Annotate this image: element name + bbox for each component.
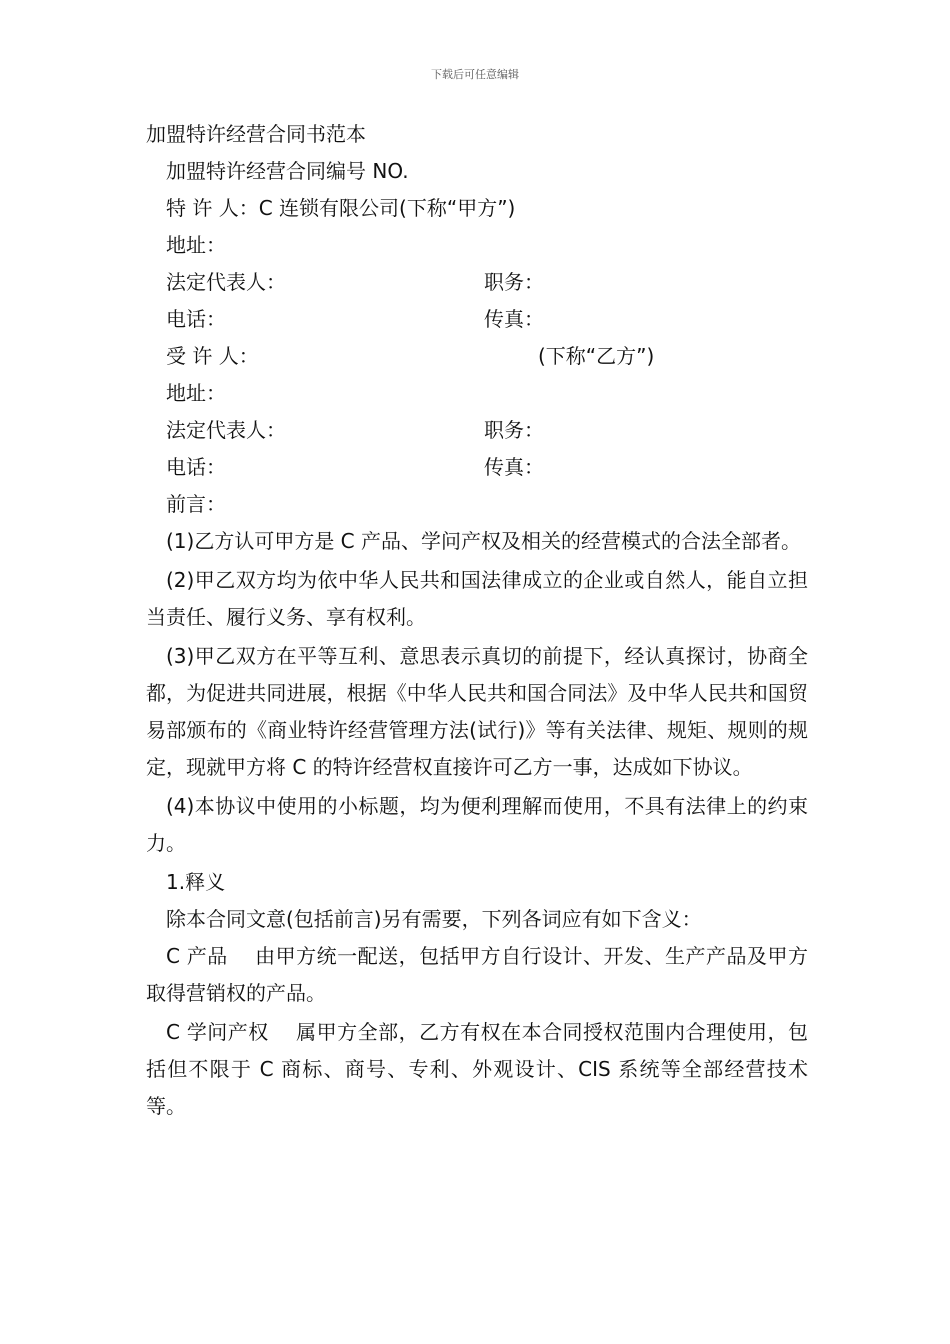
definition-c-product: C 产品 由甲方统一配送，包括甲方自行设计、开发、生产产品及甲方取得营销权的产品。: [146, 944, 808, 1005]
contract-document: [146, 116, 808, 1125]
franchisee-row: [146, 338, 808, 375]
franchisor-line: 特 许 人：C 连锁有限公司(下称“甲方”): [166, 196, 516, 220]
franchisee-rep-label: 法定代表人：: [166, 418, 286, 442]
document-title: 加盟特许经营合同书范本: [146, 122, 366, 146]
franchisor-fax-label: 传真：: [484, 307, 544, 331]
franchisee-rep-row: [146, 412, 808, 449]
definitions-intro: 除本合同文意(包括前言)另有需要，下列各词应有如下含义：: [166, 907, 702, 931]
preface-title: 前言：: [166, 492, 226, 516]
franchisee-fax-label: 传真：: [484, 455, 544, 479]
franchisee-phone-row: [146, 449, 808, 486]
franchisor-phone-label: 电话：: [166, 307, 226, 331]
franchisee-label: 受 许 人：: [166, 344, 259, 368]
franchisee-position-label: 职务：: [484, 418, 544, 442]
page-header-note: 下载后可任意编辑: [431, 68, 519, 81]
franchisee-alias: (下称“乙方”): [538, 344, 655, 368]
preface-paragraph-3: (3)甲乙双方在平等互利、意思表示真切的前提下，经认真探讨，协商全都，为促进共同进展，根据《中华人民共和国合同法》及中华人民共和国贸易部颁布的《商业特许经营管理方法(试行)》等有关法律、规矩、规则的规定，现就甲方将 C 的特许经营权直接许可乙方一事，达成如下协议。: [146, 644, 808, 779]
preface-paragraph-2: (2)甲乙双方均为依中华人民共和国法律成立的企业或自然人，能自立担当责任、履行义务、享有权利。: [146, 568, 808, 629]
franchisor-rep-row: [146, 264, 808, 301]
franchisee-phone-label: 电话：: [166, 455, 226, 479]
contract-number: 加盟特许经营合同编号 NO.: [166, 159, 409, 183]
franchisee-address: 地址：: [166, 381, 226, 405]
definition-c-ip: C 学问产权 属甲方全部，乙方有权在本合同授权范围内合理使用，包括但不限于 C 商标、商号、专利、外观设计、CIS 系统等全部经营技术等。: [146, 1020, 808, 1118]
franchisor-address: 地址：: [166, 233, 226, 257]
franchisor-position-label: 职务：: [484, 270, 544, 294]
franchisor-rep-label: 法定代表人：: [166, 270, 286, 294]
preface-paragraph-4: (4)本协议中使用的小标题，均为便利理解而使用，不具有法律上的约束力。: [146, 794, 808, 855]
preface-paragraph-1: (1)乙方认可甲方是 C 产品、学问产权及相关的经营模式的合法全部者。: [166, 529, 802, 553]
section-1-heading: 1.释义: [166, 870, 226, 894]
franchisor-phone-row: [146, 301, 808, 338]
